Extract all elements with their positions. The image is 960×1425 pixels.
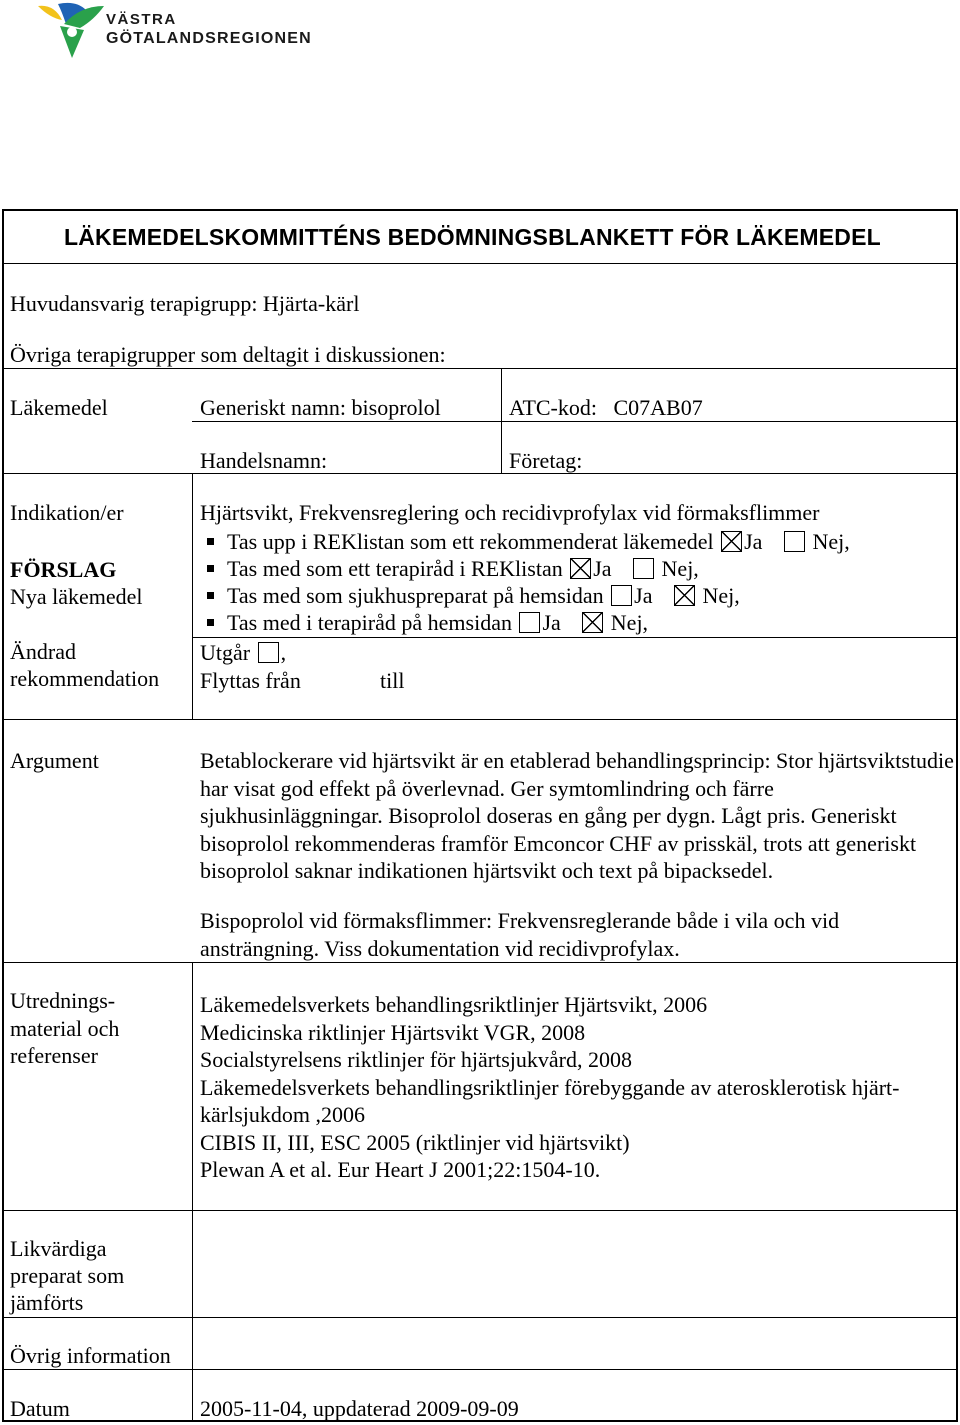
ja-label: Ja: [744, 529, 763, 554]
flyttas-label: Flyttas från: [200, 668, 301, 693]
forslag-item: [207, 582, 740, 609]
bullet-icon: [207, 565, 214, 572]
vgr-logo: [36, 2, 326, 64]
generiskt-namn: Generiskt namn: bisoprolol: [200, 395, 441, 420]
nej-label: Nej,: [661, 556, 699, 581]
utgar-checkbox[interactable]: [258, 642, 279, 663]
likvardiga-label-2: preparat som: [10, 1263, 125, 1288]
datum-label: Datum: [10, 1396, 70, 1421]
divider: [2, 1210, 958, 1211]
reference-item: Läkemedelsverkets behandlingsriktlinjer förebyggande av aterosklerotisk hjärt-kärlsjukdom ,2006: [200, 1074, 900, 1127]
form-title: LÄKEMEDELSKOMMITTÉNS BEDÖMNINGSBLANKETT FÖR LÄKEMEDEL: [64, 224, 881, 250]
forslag-item: [207, 555, 699, 582]
indikation-text: Hjärtsvikt, Frekvensreglering och recidivprofylax vid förmaksflimmer: [200, 500, 820, 525]
bullet-icon: [207, 619, 214, 626]
atc-kod: ATC-kod: C07AB07: [509, 395, 703, 420]
divider: [2, 368, 958, 369]
ovrig-information-label: Övrig information: [10, 1343, 171, 1368]
utredning-label-3: referenser: [10, 1043, 98, 1068]
utgar-label: Utgår: [200, 640, 251, 665]
reference-item: Läkemedelsverkets behandlingsriktlinjer Hjärtsvikt, 2006: [200, 992, 708, 1017]
forslag-item-text: Tas med som ett terapiråd i REKlistan: [227, 556, 563, 581]
argument-paragraph-1: Betablockerare vid hjärtsvikt är en etablerad behandlingsprincip: Stor hjärtsviktstudie har visat god effekt på överlevnad. Ger symtomlindring och färre sjukhusinläggningar. Bisoprolol doseras en gång per dygn. Lågt pris. Generiskt bisoprolol rekommenderas framför Emconcor CHF av prisskäl, trots att generiskt bisoprolol saknar indikationen hjärtsvikt och text på bipacksedel.: [200, 748, 954, 883]
ja-checkbox[interactable]: [519, 612, 540, 633]
likvardiga-label-3: jämförts: [10, 1290, 84, 1315]
vgr-logo-icon: [36, 2, 106, 64]
forslag-item: [207, 528, 850, 555]
nej-checkbox[interactable]: [633, 558, 654, 579]
nya-lakemedel-label: Nya läkemedel: [10, 584, 143, 609]
forslag-item-text: Tas upp i REKlistan som ett rekommenderat läkemedel: [227, 529, 714, 554]
andrad-label: Ändrad: [10, 639, 76, 664]
column-divider: [501, 368, 502, 473]
reference-item: CIBIS II, III, ESC 2005 (riktlinjer vid hjärtsvikt): [200, 1129, 630, 1155]
handelsnamn: Handelsnamn:: [200, 448, 328, 473]
divider: [2, 1317, 958, 1318]
reference-list: [200, 991, 955, 1184]
divider: [2, 719, 958, 720]
divider: [2, 1369, 958, 1370]
ja-checkbox[interactable]: [611, 585, 632, 606]
likvardiga-label-1: Likvärdiga: [10, 1236, 107, 1261]
huvudansvarig-terapigrupp: Huvudansvarig terapigrupp: Hjärta-kärl: [10, 291, 360, 316]
utgar-suffix: ,: [280, 640, 287, 665]
ja-checkbox[interactable]: [570, 558, 591, 579]
divider: [2, 962, 958, 963]
reference-item: Socialstyrelsens riktlinjer för hjärtsjukvård, 2008: [200, 1047, 632, 1072]
utredning-label-2: material och: [10, 1016, 120, 1041]
foretag: Företag:: [509, 448, 583, 473]
reference-item: Medicinska riktlinjer Hjärtsvikt VGR, 2008: [200, 1019, 586, 1045]
bullet-icon: [207, 592, 214, 599]
forslag-item-text: Tas med som sjukhuspreparat på hemsidan: [227, 583, 604, 608]
nej-checkbox[interactable]: [674, 585, 695, 606]
utgar-row: [200, 639, 286, 666]
ja-label: Ja: [634, 583, 653, 608]
till-label: till: [380, 668, 405, 693]
ovriga-terapigrupper: Övriga terapigrupper som deltagit i diskussionen:: [10, 342, 446, 367]
ja-label: Ja: [542, 610, 561, 635]
bullet-icon: [207, 538, 214, 545]
forslag-item: [207, 609, 648, 636]
ja-label: Ja: [593, 556, 612, 581]
lakemedel-label: Läkemedel: [10, 395, 108, 420]
rekommendation-label: rekommendation: [10, 666, 160, 691]
divider: [192, 421, 958, 422]
argument-paragraph-2: Bispoprolol vid förmaksflimmer: Frekvensreglerande både i vila och vid ansträngning. Viss dokumentation vid recidivprofylax.: [200, 908, 840, 961]
logo-line-1: VÄSTRA: [106, 11, 177, 28]
utredning-label-1: Utrednings-: [10, 988, 116, 1013]
divider: [2, 473, 958, 474]
argument-label: Argument: [10, 748, 99, 773]
ja-checkbox[interactable]: [721, 531, 742, 552]
reference-item: Plewan A et al. Eur Heart J 2001;22:1504-10.: [200, 1157, 601, 1182]
logo-line-2: GÖTALANDSREGIONEN: [106, 30, 312, 47]
indikation-label: Indikation/er: [10, 500, 124, 525]
nej-checkbox[interactable]: [582, 612, 603, 633]
forslag-label: FÖRSLAG: [10, 557, 117, 582]
nej-label: Nej,: [812, 529, 850, 554]
nej-checkbox[interactable]: [784, 531, 805, 552]
column-divider: [192, 473, 193, 719]
forslag-item-text: Tas med i terapiråd på hemsidan: [227, 610, 512, 635]
datum-value: 2005-11-04, uppdaterad 2009-09-09: [200, 1396, 519, 1421]
divider: [2, 263, 958, 264]
column-divider: [192, 962, 193, 1421]
nej-label: Nej,: [610, 610, 649, 635]
nej-label: Nej,: [702, 583, 740, 608]
divider: [192, 637, 958, 638]
